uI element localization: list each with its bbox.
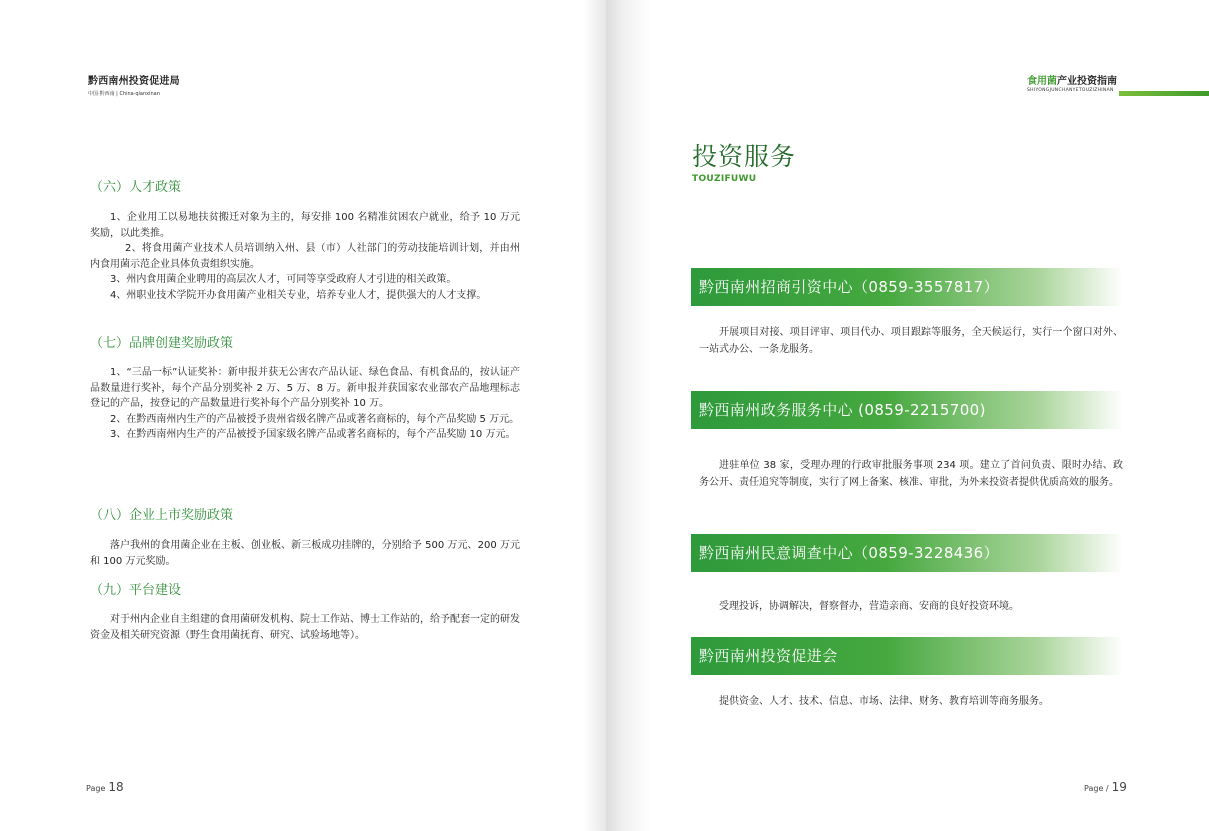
logo-title: 黔西南州投资促进局 bbox=[88, 76, 180, 87]
service-banner bbox=[691, 637, 1123, 675]
header-accent-bar bbox=[1119, 91, 1209, 96]
paragraph: 开展项目对接、项目评审、项目代办、项目跟踪等服务，全天候运行，实行一个窗口对外、一站式办公、一条龙服务。 bbox=[699, 327, 1123, 355]
section-title-listing: （八）企业上市奖励政策 bbox=[90, 508, 234, 523]
service-banner bbox=[691, 268, 1123, 306]
service-banner bbox=[691, 534, 1123, 572]
paragraph: 进驻单位 38 家，受理办理的行政审批服务事项 234 项。建立了首问负责、限时办结、政务公开、责任追究等制度，实行了网上备案、核准、审批，为外来投资者提供优质高效的服务。 bbox=[699, 460, 1123, 488]
page-title-pinyin: TOUZIFUWU bbox=[692, 174, 757, 184]
paragraph: 提供资金、人才、技术、信息、市场、法律、财务、教育培训等商务服务。 bbox=[719, 696, 1049, 707]
publisher-logo bbox=[88, 76, 180, 98]
logo-subtitle: 中国·黔西南 | China·qianxinan bbox=[88, 91, 160, 97]
page-number-left bbox=[86, 780, 124, 794]
section-body-talent bbox=[90, 210, 520, 303]
section-title-talent: （六）人才政策 bbox=[90, 180, 182, 195]
page-label: Page / bbox=[1084, 784, 1109, 793]
paragraph: 受理投诉，协调解决，督察督办，营造亲商、安商的良好投资环境。 bbox=[719, 601, 1019, 612]
page-number: 19 bbox=[1111, 780, 1127, 794]
paragraph: 1、“三品一标”认证奖补：新申报并获无公害农产品认证、绿色食品、有机食品的，按认证产品数量进行奖补，每个产品分别奖补 2 万、5 万、8 万。新申报并获国家农业部农产品地理标志登记的产品，按登记的产品数量进行奖补每个产品分别奖补 10 万。 bbox=[90, 367, 520, 409]
right-page bbox=[606, 0, 1209, 831]
page-title: 投资服务 bbox=[692, 142, 797, 171]
page-number: 18 bbox=[108, 780, 124, 794]
paragraph: 对于州内企业自主组建的食用菌研发机构、院士工作站、博士工作站的，给予配套一定的研发资金及相关研究资源（野生食用菌抚育、研究、试验场地等）。 bbox=[90, 614, 520, 641]
paragraph: 2、将食用菌产业技术人员培训纳入州、县（市）人社部门的劳动技能培训计划，并由州内食用菌示范企业具体负责组织实施。 bbox=[90, 243, 520, 270]
paragraph: 4、州职业技术学院开办食用菌产业相关专业，培养专业人才，提供强大的人才支撑。 bbox=[110, 289, 487, 301]
guide-title-rest: 产业投资指南 bbox=[1057, 76, 1117, 87]
guide-title-green: 食用菌 bbox=[1027, 76, 1057, 87]
paragraph: 落户我州的食用菌企业在主板、创业板、新三板成功挂牌的，分别给予 500 万元、200 万元和 100 万元奖励。 bbox=[90, 540, 520, 567]
service-banner bbox=[691, 391, 1123, 429]
paragraph: 2、在黔西南州内生产的产品被授予贵州省级名牌产品或著名商标的，每个产品奖励 5 万元。 bbox=[110, 413, 520, 425]
service-name: 黔西南州投资促进会 bbox=[699, 647, 838, 665]
service-name: 黔西南州政务服务中心 (0859-2215700) bbox=[699, 401, 986, 419]
service-description bbox=[699, 599, 1123, 616]
page-number-right bbox=[1084, 780, 1127, 794]
section-body-brand bbox=[90, 365, 520, 443]
service-description bbox=[699, 694, 1123, 711]
paragraph: 3、在黔西南州内生产的产品被授予国家级名牌产品或著名商标的，每个产品奖励 10 万元。 bbox=[110, 429, 516, 440]
guide-title bbox=[1027, 76, 1117, 88]
guide-subtitle: SHIYONGJUNCHANYETOUZIZHINAN bbox=[1027, 88, 1114, 93]
service-name: 黔西南州招商引资中心（0859-3557817） bbox=[699, 278, 999, 296]
service-description bbox=[699, 458, 1123, 491]
page-label: Page bbox=[86, 784, 106, 793]
section-body-platform bbox=[90, 612, 520, 643]
section-body-listing bbox=[90, 538, 520, 569]
service-description bbox=[699, 325, 1123, 358]
section-title-platform: （九）平台建设 bbox=[90, 583, 182, 598]
section-title-brand: （七）品牌创建奖励政策 bbox=[90, 336, 234, 351]
paragraph: 3、州内食用菌企业聘用的高层次人才，可同等享受政府人才引进的相关政策。 bbox=[110, 274, 457, 285]
service-name: 黔西南州民意调查中心（0859-3228436） bbox=[699, 544, 999, 562]
paragraph: 1、企业用工以易地扶贫搬迁对象为主的，每安排 100 名精准贫困农户就业，给予 10 万元奖励，以此类推。 bbox=[90, 212, 520, 239]
guide-header bbox=[1027, 76, 1117, 94]
